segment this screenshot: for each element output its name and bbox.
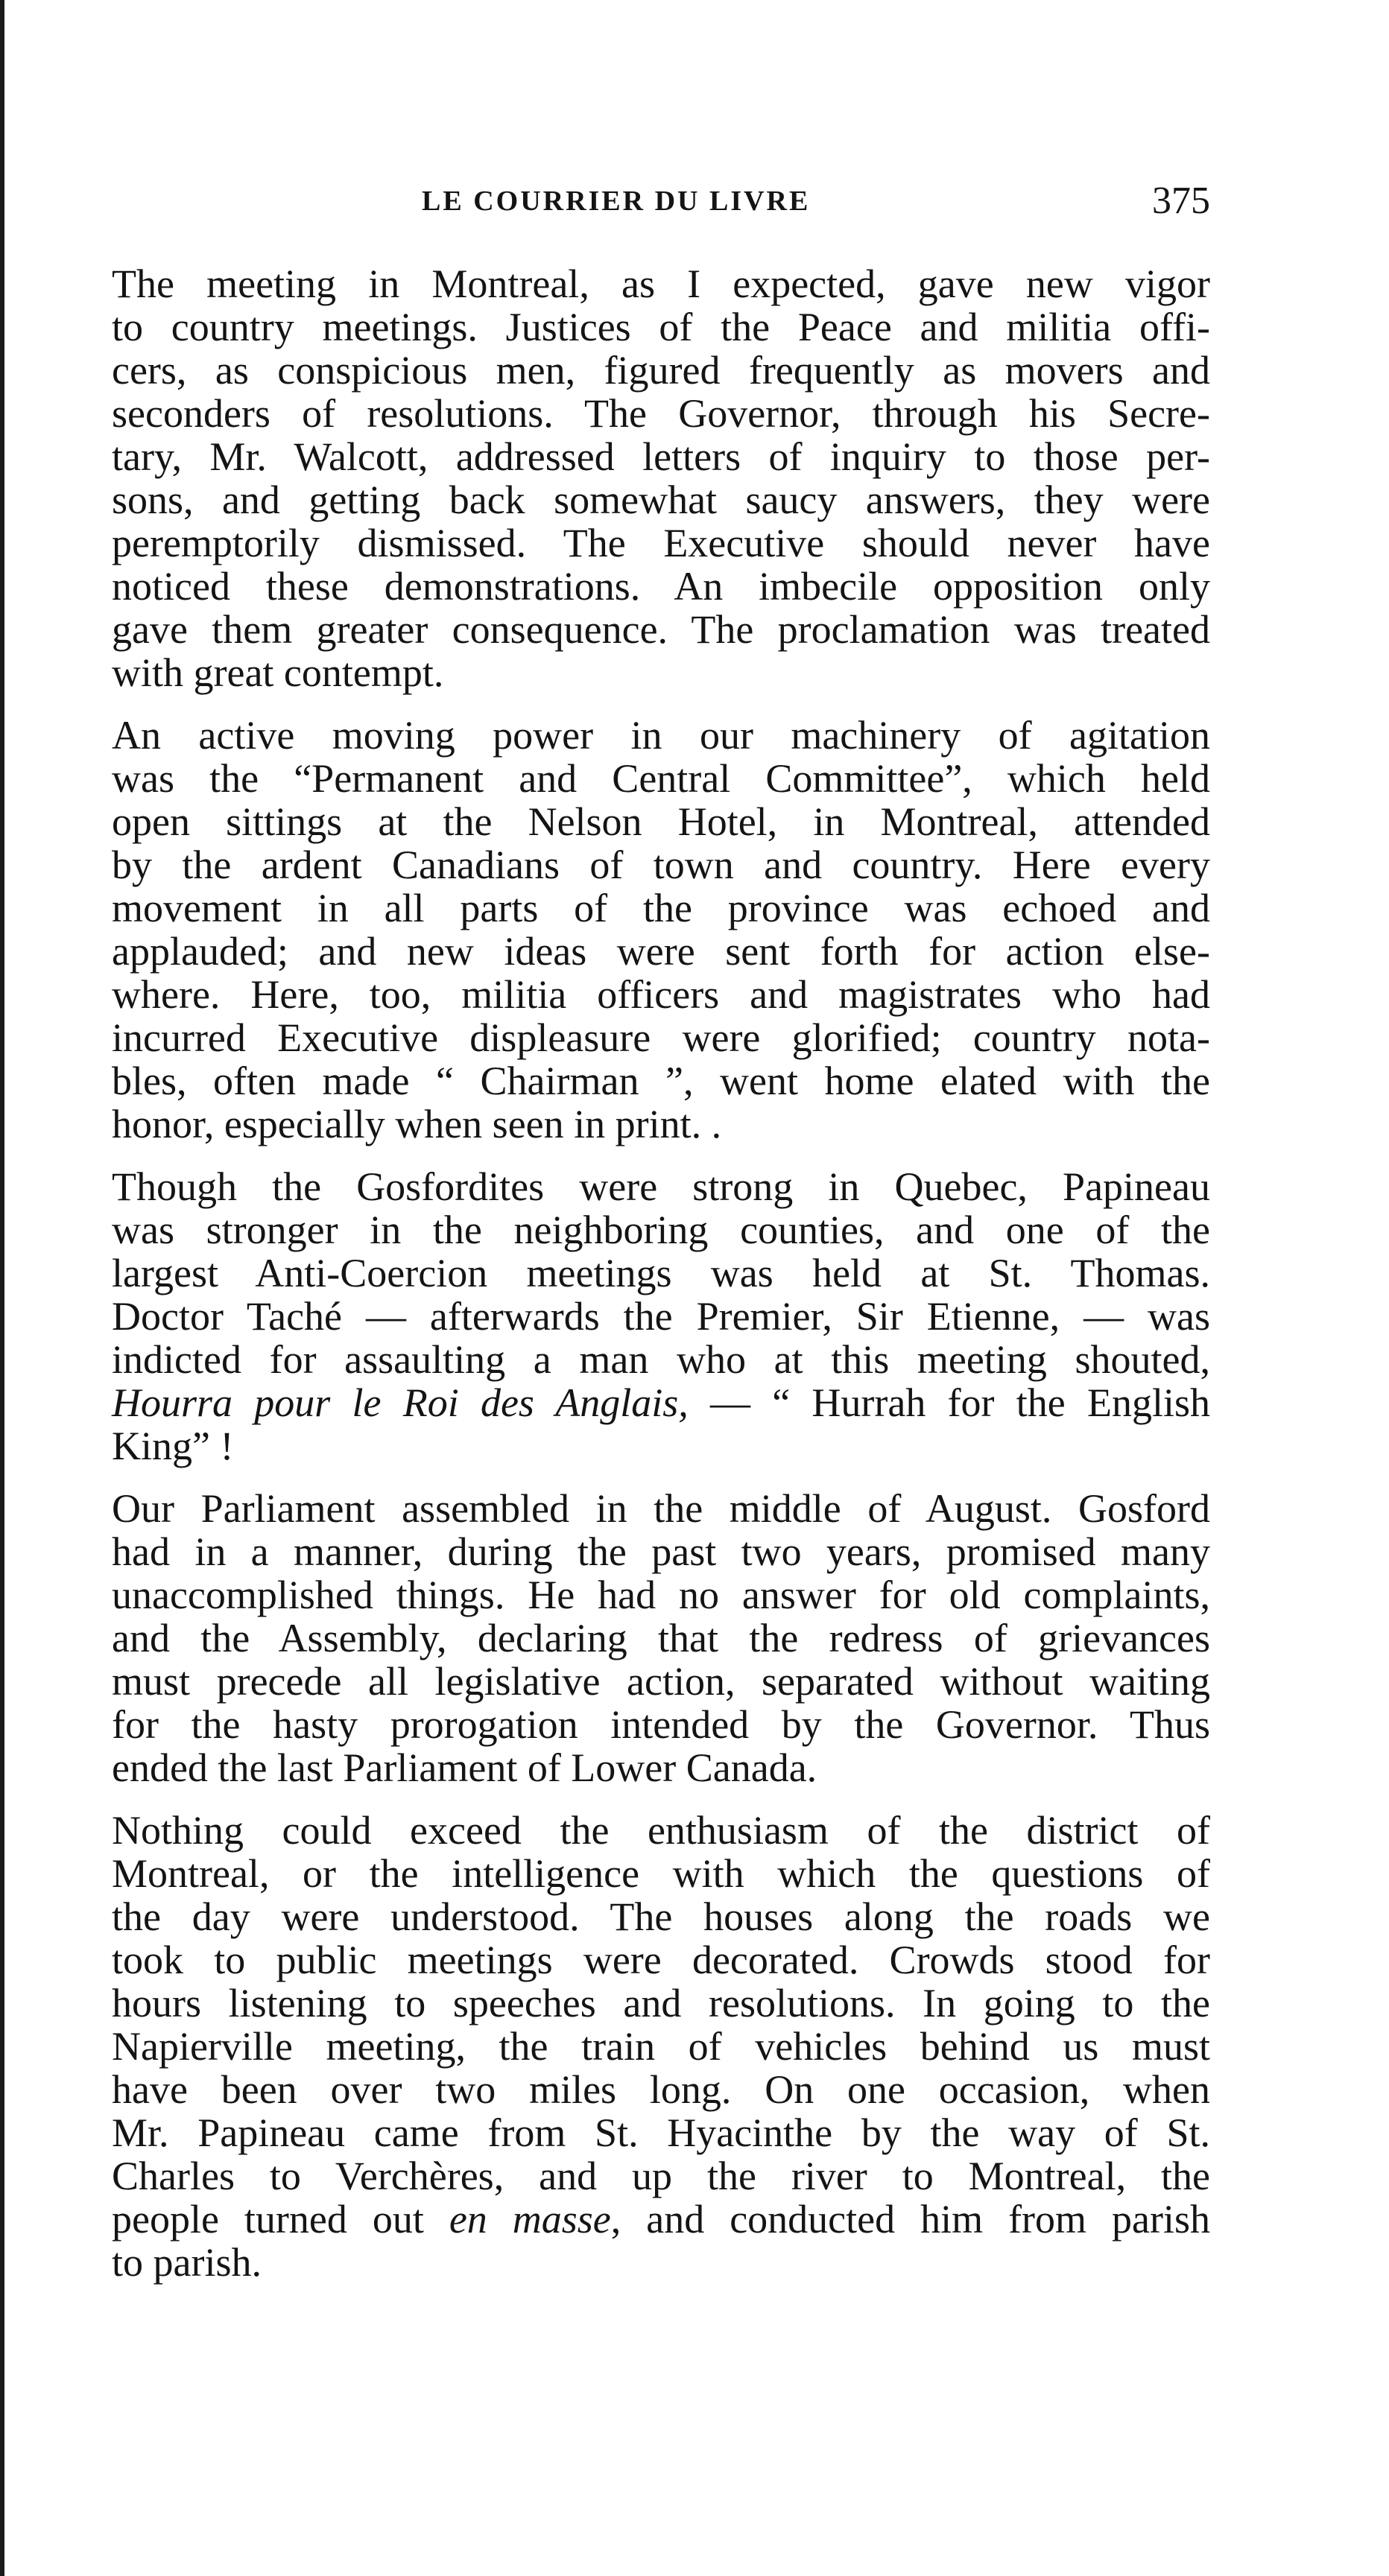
text-line: to parish. — [112, 2240, 262, 2285]
text-line-mixed — [112, 1381, 1210, 1424]
text-line: gave them greater consequence. The proclamation was treated — [112, 607, 1210, 652]
text-line: Our Parliament assembled in the middle of August. Gosford — [112, 1486, 1210, 1531]
text-line: was the “Permanent and Central Committee”, which held — [112, 756, 1210, 801]
text-line: the day were understood. The houses along the roads we — [112, 1894, 1210, 1939]
text-line: unaccomplished things. He had no answer for old complaints, — [112, 1573, 1210, 1617]
text-line: had in a manner, during the past two years, promised many — [112, 1529, 1210, 1574]
text-line: tary, Mr. Walcott, addressed letters of inquiry to those per- — [112, 434, 1210, 479]
paragraph-3 — [112, 1165, 1210, 1468]
text-line: took to public meetings were decorated. Crowds stood for — [112, 1938, 1210, 1982]
text-line: where. Here, too, militia officers and magistrates who had — [112, 972, 1210, 1017]
text-line: Charles to Verchères, and up the river to Montreal, the — [112, 2154, 1210, 2198]
text-line: was stronger in the neighboring counties, and one of the — [112, 1208, 1210, 1252]
running-title: LE COURRIER DU LIVRE — [422, 185, 811, 217]
text-line: noticed these demonstrations. An imbecile opposition only — [112, 564, 1210, 609]
text-line: An active moving power in our machinery of agitation — [112, 713, 1210, 758]
text-line: peremptorily dismissed. The Executive should never have — [112, 521, 1210, 565]
text-line: with great contempt. — [112, 650, 444, 695]
text-line: to country meetings. Justices of the Peace and militia offi- — [112, 305, 1210, 349]
text-line: and the Assembly, declaring that the redress of grievances — [112, 1616, 1210, 1660]
text-line: honor, especially when seen in print. . — [112, 1102, 722, 1146]
text-line: sons, and getting back somewhat saucy answers, they were — [112, 478, 1210, 522]
text-line: by the ardent Canadians of town and country. Here every — [112, 843, 1210, 887]
paragraph-1 — [112, 262, 1210, 694]
text-line-mixed — [112, 2198, 1210, 2241]
italic-phrase: en masse — [449, 2197, 611, 2242]
text-line: Napierville meeting, the train of vehicles behind us must — [112, 2024, 1210, 2069]
italic-phrase: Hourra pour le Roi des Anglais, — [112, 1380, 689, 1425]
text-fragment: , and conducted him from parish — [610, 2197, 1210, 2242]
text-line: Mr. Papineau came from St. Hyacinthe by the way of St. — [112, 2110, 1210, 2155]
text-line: movement in all parts of the province was echoed and — [112, 886, 1210, 930]
paragraph-5 — [112, 1809, 1210, 2284]
text-line: must precede all legislative action, separated without waiting — [112, 1659, 1210, 1704]
text-line: applauded; and new ideas were sent forth for action else- — [112, 929, 1210, 974]
text-line: Nothing could exceed the enthusiasm of the district of — [112, 1808, 1210, 1853]
text-line: indicted for assaulting a man who at this meeting shouted, — [112, 1337, 1210, 1382]
text-line: open sittings at the Nelson Hotel, in Montreal, attended — [112, 799, 1210, 844]
page-edge-shadow — [0, 0, 4, 2576]
text-line: King” ! — [112, 1424, 234, 1468]
text-line: have been over two miles long. On one occasion, when — [112, 2067, 1210, 2112]
text-line: Though the Gosfordites were strong in Quebec, Papineau — [112, 1164, 1210, 1209]
text-line: incurred Executive displeasure were glorified; country nota- — [112, 1015, 1210, 1060]
text-line: The meeting in Montreal, as I expected, gave new vigor — [112, 261, 1210, 306]
text-line: ended the last Parliament of Lower Canada. — [112, 1745, 817, 1790]
text-line: Doctor Taché — afterwards the Premier, Sir Etienne, — was — [112, 1294, 1210, 1339]
text-fragment: — “ Hurrah for the English — [688, 1380, 1210, 1425]
text-line: hours listening to speeches and resolutions. In going to the — [112, 1981, 1210, 2025]
running-head — [112, 179, 1210, 231]
body-text — [112, 262, 1210, 2300]
text-line: bles, often made “ Chairman ”, went home elated with the — [112, 1059, 1210, 1103]
text-line: seconders of resolutions. The Governor, through his Secre- — [112, 391, 1210, 436]
text-fragment: people turned out — [112, 2197, 449, 2242]
paragraph-4 — [112, 1487, 1210, 1789]
paragraph-2 — [112, 714, 1210, 1146]
text-line: largest Anti-Coercion meetings was held at St. Thomas. — [112, 1251, 1210, 1295]
text-line: for the hasty prorogation intended by the Governor. Thus — [112, 1702, 1210, 1747]
page-number: 375 — [1152, 180, 1210, 222]
text-line: cers, as conspicious men, figured frequently as movers and — [112, 348, 1210, 393]
text-line: Montreal, or the intelligence with which the questions of — [112, 1851, 1210, 1896]
